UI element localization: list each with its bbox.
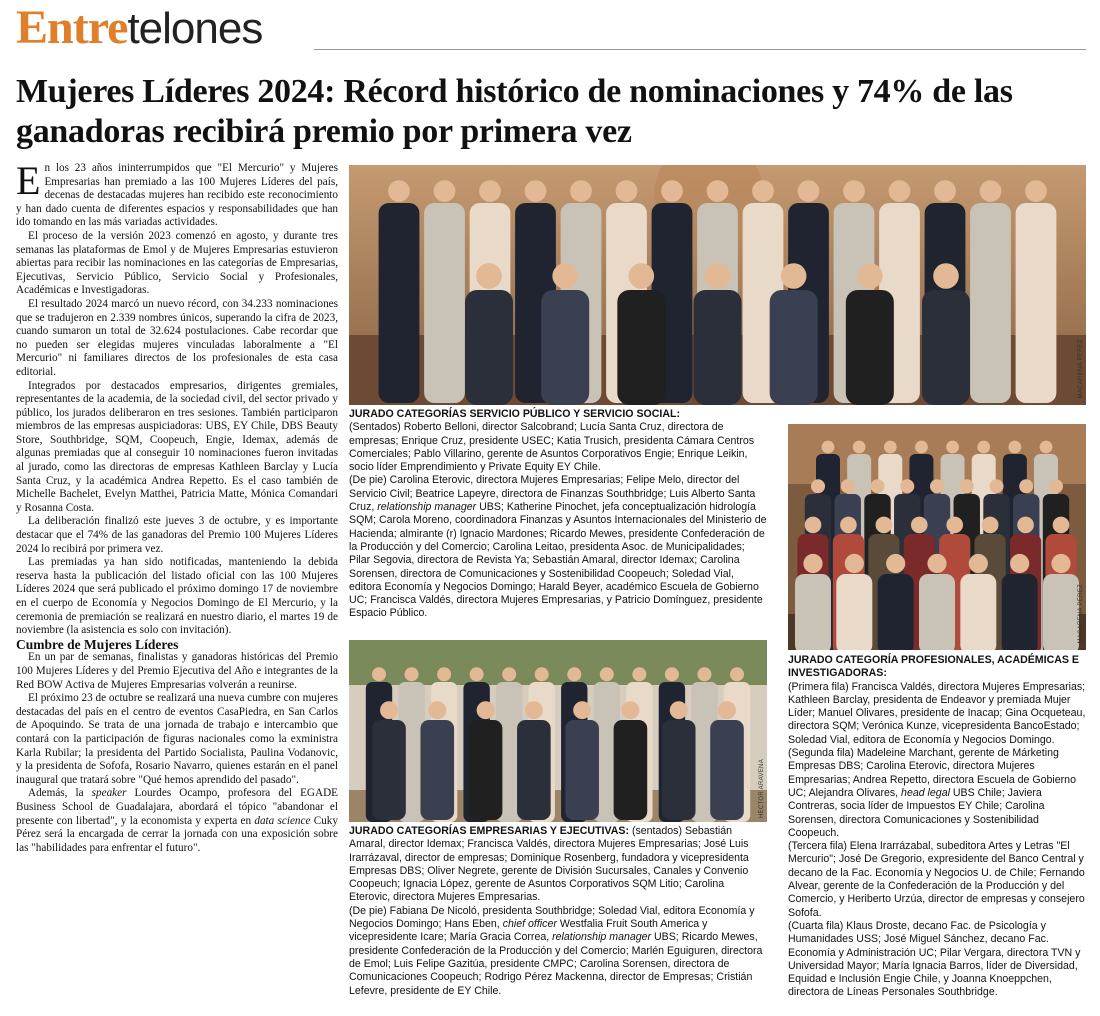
person-head — [969, 554, 988, 573]
person-figure — [420, 720, 454, 820]
paragraph-7: En un par de semanas, finalistas y ganadoras históricas del Premio 100 Mujeres Líderes y del Premio Ejecutiva del Año e integrantes de la Red BOW Activa de Mujeres Empresarias volverán a reunirse. — [16, 651, 338, 691]
person-head — [437, 667, 451, 681]
person-head — [1049, 479, 1063, 493]
person-head — [876, 517, 893, 534]
paragraph-8: El próximo 23 de octubre se realizará una nueva cumbre con mujeres destacadas del país en el centro de eventos CasaPiedra, en San Carlos de Apoquindo. Se trata de una jornada de trabajo e intercambio que contará con la participación de figuras nacionales como la exministra Karla Rubilar; la presidenta del Partido Socialista, Paulina Vodanovic, y la presidenta de Sofofa, Rosario Navarro, quienes estarán en el panel inaugural que tratará sobre "Qué hemos aprendido del pasado". — [16, 692, 338, 786]
person-head — [1017, 517, 1034, 534]
person-head — [502, 667, 516, 681]
person-figure — [1043, 574, 1079, 650]
masthead-rule — [314, 49, 1086, 50]
person-figure — [960, 574, 996, 650]
person-head — [841, 479, 855, 493]
person-head — [567, 667, 581, 681]
person-head — [980, 180, 1002, 202]
person-head — [853, 441, 866, 454]
person-head — [600, 667, 614, 681]
person-figure — [836, 574, 872, 650]
person-figure — [424, 203, 465, 403]
group-photo-top-image — [349, 165, 1086, 405]
person-head — [934, 180, 956, 202]
person-figure — [770, 290, 818, 405]
person-head — [989, 479, 1003, 493]
person-head — [822, 441, 835, 454]
person-head — [470, 667, 484, 681]
person-figure — [878, 574, 914, 650]
person-head — [380, 701, 398, 719]
person-head — [1019, 479, 1033, 493]
person-head — [752, 180, 774, 202]
photo-credit: MACARENA PÉREZ — [1078, 339, 1084, 399]
group-photo-right-image — [788, 424, 1086, 650]
person-head — [781, 263, 807, 289]
person-head — [372, 667, 386, 681]
person-head — [718, 701, 736, 719]
person-head — [805, 517, 822, 534]
person-head — [1053, 517, 1070, 534]
person-head — [803, 554, 822, 573]
person-head — [479, 180, 501, 202]
person-head — [1025, 180, 1047, 202]
person-head — [525, 701, 543, 719]
person-head — [629, 263, 655, 289]
person-head — [889, 180, 911, 202]
photo-credit: HÉCTOR ARAVENA — [759, 759, 765, 818]
person-head — [428, 701, 446, 719]
photo-credit: MACARENA PÉREZ — [1078, 584, 1084, 644]
person-head — [840, 517, 857, 534]
person-head — [811, 479, 825, 493]
person-head — [434, 180, 456, 202]
person-head — [476, 263, 502, 289]
person-figure — [795, 574, 831, 650]
masthead — [16, 2, 1086, 54]
person-head — [477, 701, 495, 719]
person-head — [1008, 441, 1021, 454]
person-head — [798, 180, 820, 202]
person-figure — [517, 720, 551, 820]
person-head — [1040, 441, 1053, 454]
person-head — [933, 263, 959, 289]
person-head — [552, 263, 578, 289]
dropcap: E — [16, 158, 41, 203]
person-head — [915, 441, 928, 454]
person-figure — [617, 290, 665, 405]
person-head — [707, 180, 729, 202]
person-head — [697, 667, 711, 681]
group-photo-bottom — [349, 640, 767, 822]
person-figure — [465, 290, 513, 405]
caption-servicio-publico: JURADO CATEGORÍAS SERVICIO PÚBLICO Y SERVICIO SOCIAL: (Sentados) Roberto Belloni, director Salcobrand; Lucía Santa Cruz, directora de empresas; Enrique Cruz, presidente USEC; Katia Trusich, presidenta Cámara Centros Comerciales; Pablo Villarino, gerente de Asuntos Corporativos Engie; Enrique Leikin, socio líder Emprendimiento y Private Equity EY Chile. (De pie) Carolina Eterovic, directora Mujeres Empresarias; Felipe Melo, director del Servicio Civil; Beatrice Lapeyre, directora de Finanzas Southbridge; Luis Alberto Santa Cruz, relationship manager UBS; Katherine Pinochet, jefa conceptualización hidrología SQM; Carola Moreno, coordinadora Finanzas y Asuntos Internacionales del Ministerio de Hacienda; almirante (r) Ignacio Mardones; Ricardo Mewes, presidente Confederación de la Producción y del Comercio; Carolina Leitao, presidenta Asoc. de Municipalidades; Pilar Segovia, directora de Revista Ya; Sebastián Amaral, director Idemax; Carolina Sorensen, directora de Comunicaciones y Sostenibilidad Coopeuch; Soledad Vial, editora Economía y Negocios Domingo; Harald Beyer, académico Escuela de Gobierno UC; Francisca Valdés, directora Mujeres Empresarias, y Patricio Domínguez, presidente Espacio Público. — [349, 408, 767, 620]
person-head — [616, 180, 638, 202]
person-head — [884, 441, 897, 454]
group-photo-top — [349, 165, 1086, 405]
person-figure — [1016, 203, 1057, 403]
person-head — [886, 554, 905, 573]
person-head — [843, 180, 865, 202]
person-figure — [970, 203, 1011, 403]
person-head — [977, 441, 990, 454]
section-title: Entretelones — [16, 1, 263, 54]
person-figure — [469, 720, 503, 820]
person-head — [705, 263, 731, 289]
person-head — [525, 180, 547, 202]
person-head — [927, 554, 946, 573]
person-figure — [919, 574, 955, 650]
group-photo-right — [788, 424, 1086, 650]
group-photo-bottom-image — [349, 640, 767, 822]
person-figure — [710, 720, 744, 820]
person-figure — [379, 203, 420, 403]
person-head — [857, 263, 883, 289]
paragraph-3: El resultado 2024 marcó un nuevo récord, con 34.233 nominaciones que se tradujeron en 2.339 nombres únicos, superando la cifra de 2023, cuando sumaron un total de 32.624 postulaciones. Cabe recordar que no pueden ser elegidas mujeres vinculadas laboralmente a "El Mercurio" ni familiares directos de los profesionales de esta casa editorial. — [16, 297, 338, 378]
person-figure — [614, 720, 648, 820]
person-head — [900, 479, 914, 493]
person-head — [911, 517, 928, 534]
person-figure — [846, 290, 894, 405]
paragraph-1: En los 23 años ininterrumpidos que "El Mercurio" y Mujeres Empresarias han premiado a las 100 Mujeres Líderes del país, decenas de destacadas mujeres han recibido este reconocimiento y han dado cuenta de diferentes espacios y responsabilidades que han ido tomando en las más variadas actividades. — [16, 158, 338, 229]
paragraph-2: El proceso de la versión 2023 comenzó en agosto, y durante tres semanas las plataformas de Emol y de Mujeres Empresarias estuvieron abiertas para recibir las nominaciones en las categorías de Empresarias, Ejecutivas, Servicio Público, Servicio Social y Profesionales, Académicas e Investigadoras. — [16, 229, 338, 297]
person-figure — [662, 720, 696, 820]
person-figure — [694, 290, 742, 405]
person-head — [845, 554, 864, 573]
person-head — [388, 180, 410, 202]
person-head — [661, 180, 683, 202]
person-head — [405, 667, 419, 681]
person-head — [930, 479, 944, 493]
person-head — [870, 479, 884, 493]
person-figure — [922, 290, 970, 405]
caption-empresarias: JURADO CATEGORÍAS EMPRESARIAS Y EJECUTIVAS: (sentados) Sebastián Amaral, director Idemax; Francisca Valdés, directora Mujeres Empresarias; José Luis Irarrázaval, director de empresas; Dominique Rosenberg, fundadora y vicepresidenta Empresas DBS; Oliver Negrete, gerente de División Sucursales, Canales y Convenio Coopeuch; Ignacia López, gerente de Asuntos Corporativos SQM Litio; Carolina Eterovic, directora Mujeres Empresarias. (De pie) Fabiana De Nicoló, presidenta Southbridge; Soledad Vial, editora Economía y Negocios Domingo; Hans Eben, chief officer Westfalia Fruit South America y vicepresidente Icare; María Gracia Correa, relationship manager UBS; Ricardo Mewes, presidente Confederación de la Producción y del Comercio; Marlén Eguiguren, directora de Emol; Luis Felipe Gazitúa, presidente CMPC; Carolina Sorensen, directora de Comunicaciones Coopeuch; Rodrigo Pérez Mackenna, director de Empresas; Cristián Lefevre, presidente de EY Chile. — [349, 825, 763, 997]
person-head — [570, 180, 592, 202]
person-head — [670, 701, 688, 719]
person-head — [730, 667, 744, 681]
person-figure — [372, 720, 406, 820]
person-head — [621, 701, 639, 719]
person-head — [1010, 554, 1029, 573]
person-head — [960, 479, 974, 493]
person-head — [665, 667, 679, 681]
paragraph-4: Integrados por destacados empresarios, dirigentes gremiales, representantes de la academia, de la sociedad civil, del sector privado y público, los jurados deliberaron en tres sesiones. También participaron miembros de las empresas auspiciadoras: UBS, EY Chile, DBS Beauty Store, Southbridge, SQM, Coopeuch, Engie, Idemax, además de algunas premiadas que al conseguir 10 nominaciones fueron invitadas al jurado, como las directoras de empresas Kathleen Barclay y Lucía Santa Cruz, y la académica Andrea Repetto. Es el caso también de Michelle Bachelet, Evelyn Matthei, Patricia Matte, Mónica Comandari y Rosanna Costa. — [16, 379, 338, 514]
paragraph-9: Además, la speaker Lourdes Ocampo, profesora del EGADE Business School de Guadalajara, abordará el tópico "abandonar el presente con libertad", y la economista y experta en data science Cuky Pérez será la encargada de cerrar la jornada con una exposición sobre las "habilidades para enfrentar el futuro". — [16, 787, 338, 854]
person-head — [946, 517, 963, 534]
person-figure — [541, 290, 589, 405]
headline: Mujeres Líderes 2024: Récord histórico de nominaciones y 74% de las ganadoras recibirá premio por primera vez — [16, 73, 1013, 150]
person-head — [632, 667, 646, 681]
person-figure — [1002, 574, 1038, 650]
person-head — [946, 441, 959, 454]
paragraph-5: La deliberación finalizó este jueves 3 de octubre, y es importante destacar que el 74% de las ganadoras del Premio 100 Mujeres Líderes 2024 lo recibirá por primera vez. — [16, 515, 338, 555]
person-head — [535, 667, 549, 681]
person-head — [982, 517, 999, 534]
paragraph-6: Las premiadas ya han sido notificadas, manteniendo la debida reserva hasta la publicación del listado oficial con las 100 Mujeres Líderes 2024 que será publicado el próximo domingo 17 de noviembre en el cuerpo de Economía y Negocios Domingo de El Mercurio, y la ceremonia de premiación se realizará en nuestro diario, el martes 19 de noviembre (la asistencia es solo con invitación). — [16, 556, 338, 637]
article-column — [16, 158, 338, 855]
person-head — [573, 701, 591, 719]
person-head — [1051, 554, 1070, 573]
caption-profesionales: JURADO CATEGORÍA PROFESIONALES, ACADÉMICAS E INVESTIGADORAS: (Primera fila) Francisca Valdés, directora Mujeres Empresarias; Kathleen Barclay, presidenta de Endeavor y premiada Mujer Líder; Manuel Olivares, presidente de Inacap; Gina Ocqueteau, directora SQM; Verónica Kunze, vicepresidenta BancoEstado; Soledad Vial, editora de Economía y Negocios Domingo. (Segunda fila) Madeleine Marchant, gerente de Márketing Empresas DBS; Carolina Eterovic, directora Mujeres Empresarias; Andrea Repetto, directora Escuela de Gobierno UC; Alejandra Olivares, head legal UBS Chile; Javiera Contreras, socia líder de Impuestos EY Chile; Carolina Sorensen, directora Comunicaciones y Sostenibilidad Coopeuch. (Tercera fila) Elena Irarrázabal, subeditora Artes y Letras "El Mercurio"; José De Gregorio, expresidente del Banco Central y decano de la Fac. Economía y Negocios U. de Chile; Fernando Alvear, gerente de la Confederación de la Producción y del Comercio, y Heriberto Urzúa, director de empresas y consejero Sofofa. (Cuarta fila) Klaus Droste, decano Fac. de Psicología y Humanidades USS; José Miguel Sánchez, decano Fac. Economía y Administración UC; Pilar Vergara, directora TVN y Universidad Mayor; María Ignacia Barros, líder de Diversidad, Equidad e Inclusión Engie Chile, y Joanna Knoeppchen, directora de Líneas Personales Southbridge. — [788, 654, 1086, 999]
subhead: Cumbre de Mujeres Líderes — [16, 636, 179, 652]
person-figure — [565, 720, 599, 820]
